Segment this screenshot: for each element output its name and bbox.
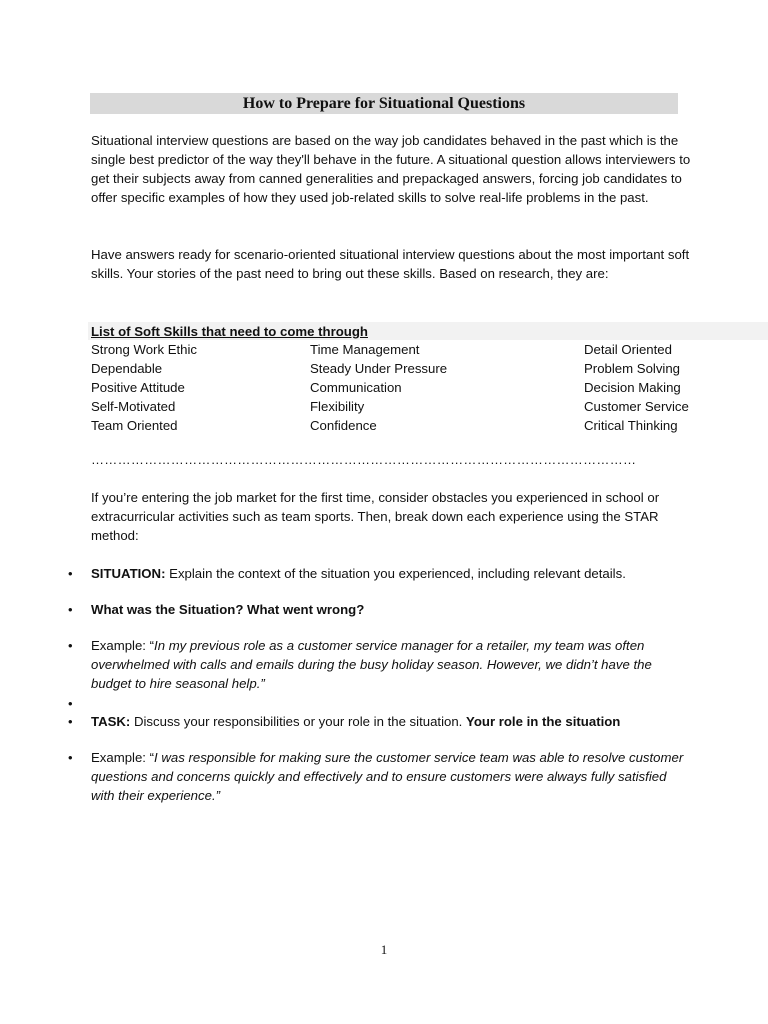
page-title: How to Prepare for Situational Questions [90, 93, 678, 114]
bullet-text [91, 564, 691, 583]
page-number: 1 [380, 942, 388, 957]
skills-column-2 [310, 340, 447, 435]
skill-item: Flexibility [310, 399, 365, 414]
skill-item: Team Oriented [91, 418, 178, 433]
example-text: I was responsible for making sure the customer service team was able to resolve customer questions and concerns quickly and effectively and to ensure customers were always fully satisfied with their experience.” [91, 750, 684, 803]
situation-question: What was the Situation? What went wrong? [91, 602, 365, 617]
skill-item: Strong Work Ethic [91, 342, 198, 357]
skill-item: Detail Oriented [584, 342, 672, 357]
bullet-text [91, 712, 691, 731]
example-text: In my previous role as a customer service manager for a retailer, my team was often overwhelmed with calls and emails during the busy holiday season. However, we didn’t have the budget to hire seasonal help.” [91, 638, 652, 691]
entering-paragraph: If you’re entering the job market for the first time, consider obstacles you experienced in school or extracurricular activities such as team sports. Then, break down each experience using the STAR method: [91, 490, 660, 543]
skill-item: Self-Motivated [91, 399, 176, 414]
task-text: Discuss your responsibilities or your role in the situation. [130, 714, 467, 729]
skill-item: Dependable [91, 361, 163, 376]
task-label: TASK: [91, 714, 131, 729]
bullet-text [91, 636, 691, 693]
example-prefix: Example: “ [91, 750, 155, 765]
skills-column-1 [91, 340, 197, 435]
skill-item: Time Management [310, 342, 420, 357]
bullet-icon: • [68, 714, 73, 729]
bullet-text [91, 748, 691, 805]
skills-column-3 [584, 340, 689, 435]
prepare-paragraph: Have answers ready for scenario-oriented situational interview questions about the most important soft skills. Your stories of the past need to bring out these skills. Based on research, they are: [91, 247, 690, 281]
skill-item: Problem Solving [584, 361, 681, 376]
intro-paragraph: Situational interview questions are based on the way job candidates behaved in the past which is the single best predictor of the way they'll behave in the future. A situational question allows interviewers to get their subjects away from canned generalities and prepackaged answers, forcing job candidates to offer specific examples of how they used job-related skills to solve real-life problems in the past. [91, 133, 691, 205]
situation-text: Explain the context of the situation you experienced, including relevant details. [165, 566, 626, 581]
situation-label: SITUATION: [91, 566, 166, 581]
bullet-icon: • [68, 696, 73, 711]
bullet-icon: • [68, 750, 73, 765]
bullet-icon: • [68, 566, 73, 581]
bullet-icon: • [68, 638, 73, 653]
task-bold-text: Your role in the situation [466, 714, 621, 729]
skill-item: Positive Attitude [91, 380, 185, 395]
bullet-icon: • [68, 602, 73, 617]
example-prefix: Example: “ [91, 638, 155, 653]
dotted-separator: …………………………………………………………………………………………………………… [91, 452, 637, 467]
skill-item: Decision Making [584, 380, 681, 395]
skill-item: Critical Thinking [584, 418, 678, 433]
skill-item: Customer Service [584, 399, 689, 414]
skills-heading: List of Soft Skills that need to come through [91, 324, 368, 339]
skill-item: Confidence [310, 418, 377, 433]
skill-item: Steady Under Pressure [310, 361, 448, 376]
skill-item: Communication [310, 380, 402, 395]
